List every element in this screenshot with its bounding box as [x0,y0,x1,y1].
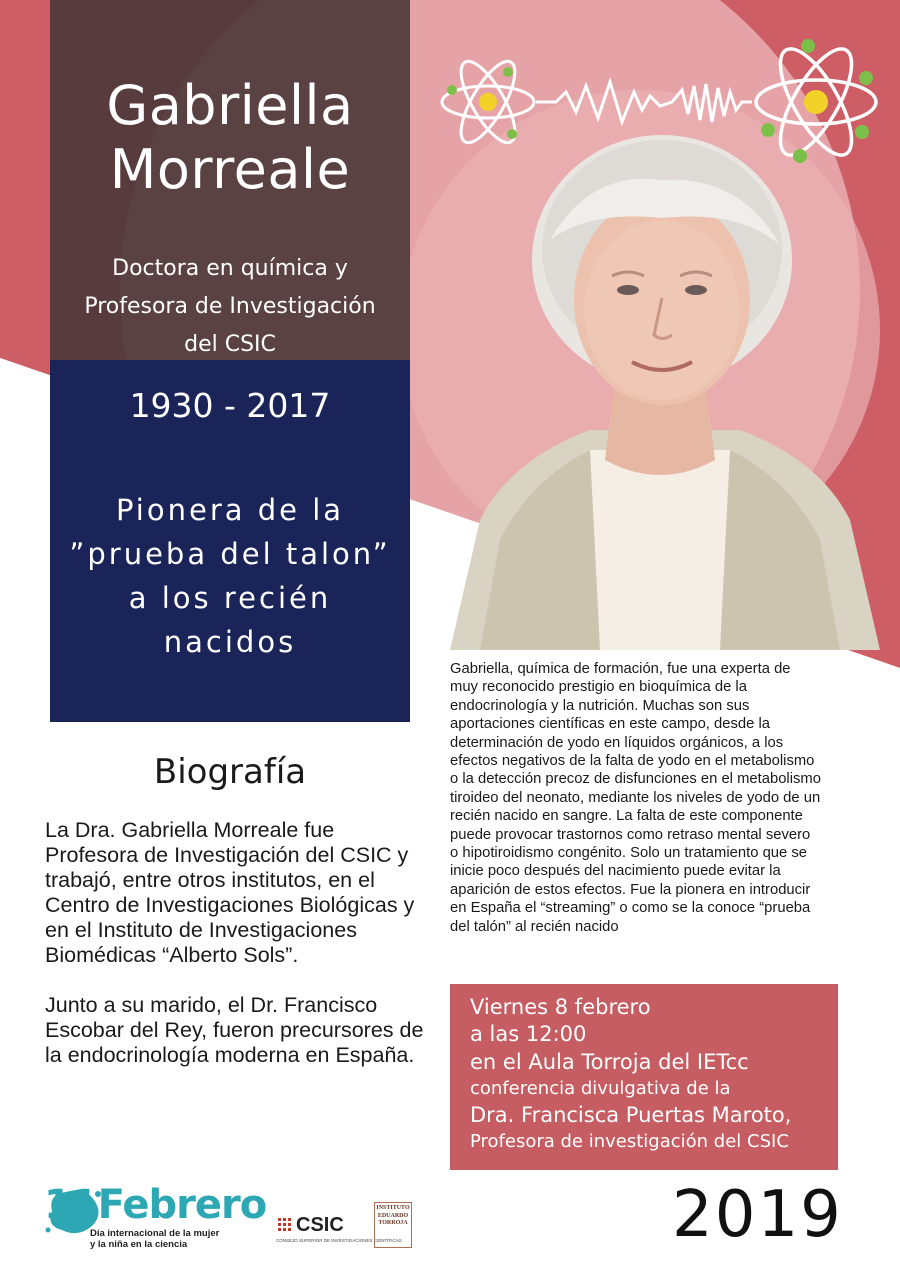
biography-text [45,818,425,1093]
title-panel [50,0,410,360]
biography-paragraph-1: La Dra. Gabriella Morreale fue Profesora de Investigación del CSIC y trabajó, entre otros institutos, en el Centro de Investigaciones Biológicas y en el Instituto de Investigaciones Biomédicas “Alberto Sols”. [45,818,415,967]
day-logo [44,1182,267,1250]
ietcc-logo-line-3: TORROJA [378,1220,408,1226]
tagline-line-2: ”prueba del talon” [69,537,391,571]
role-line-2: Profesora de Investigación [84,294,376,319]
biography-title: Biografía [153,752,307,792]
biography-paragraph-2: Junto a su marido, el Dr. Francisco Escobar del Rey, fueron precursores de la endocrinología moderna en España. [45,993,424,1067]
tagline [50,488,410,664]
event-box [450,984,838,1170]
day-logo-sub-2: y la niña en la ciencia [90,1239,188,1250]
csic-logo-subtitle: CONSEJO SUPERIOR DE INVESTIGACIONES CIENTÍFICAS [276,1238,402,1243]
portrait-photo [440,130,880,650]
event-place: en el Aula Torroja del IETcc [470,1050,749,1074]
event-speaker: Dra. Francisca Puertas Maroto, [470,1103,792,1127]
description-text: Gabriella, química de formación, fue una experta de muy reconocido prestigio en bioquímica de la endocrinología y la nutrición. Muchas son sus aportaciones científicas en este campo, desde la determinación de yodo en líquidos orgánicos, a los efectos negativos de la falta de yodo en el metabolismo o la detección precoz de disfunciones en el metabolismo tiroideo del neonato, mediante los niveles de yodo de un recién nacido en sangre. La falta de este componente puede provocar trastornos como retraso mental severo o hipotiroidismo congénito. Solo un tratamiento que se inicie poco después del nacimiento puede evitar la aparición de estos efectos. Fue la pionera en introducir en España el “streaming” o como se la conoce “prueba del talón” al recién nacido [450,661,821,935]
csic-logo-text: CSIC [296,1214,344,1236]
name-last: Morreale [109,138,351,201]
role-line-1: Doctora en química y [112,256,348,281]
tagline-line-4: nacidos [163,625,297,659]
event-speaker-role: Profesora de investigación del CSIC [470,1131,789,1152]
role-line-3: del CSIC [184,332,276,357]
csic-emblem-icon [276,1216,294,1234]
day-logo-sub-1: Día internacional de la mujer [90,1228,220,1239]
event-type: conferencia divulgativa de la [470,1078,731,1099]
life-years: 1930 - 2017 [129,386,331,425]
day-logo-main: 11Febrero [44,1182,267,1228]
wave-line [536,82,752,122]
ietcc-logo-line-1: INSTITUTO [376,1205,410,1211]
event-time: a las 12:00 [470,1022,587,1046]
tagline-line-1: Pionera de la [115,493,345,527]
year-label: 2019 [672,1178,843,1252]
person-role [50,250,410,364]
ietcc-logo-line-2: EDUARDO [377,1212,409,1219]
event-date: Viernes 8 febrero [470,995,651,1019]
name-first: Gabriella [106,74,354,137]
ietcc-logo [374,1202,412,1248]
tagline-line-3: a los recién [128,581,332,615]
person-name [50,74,410,202]
